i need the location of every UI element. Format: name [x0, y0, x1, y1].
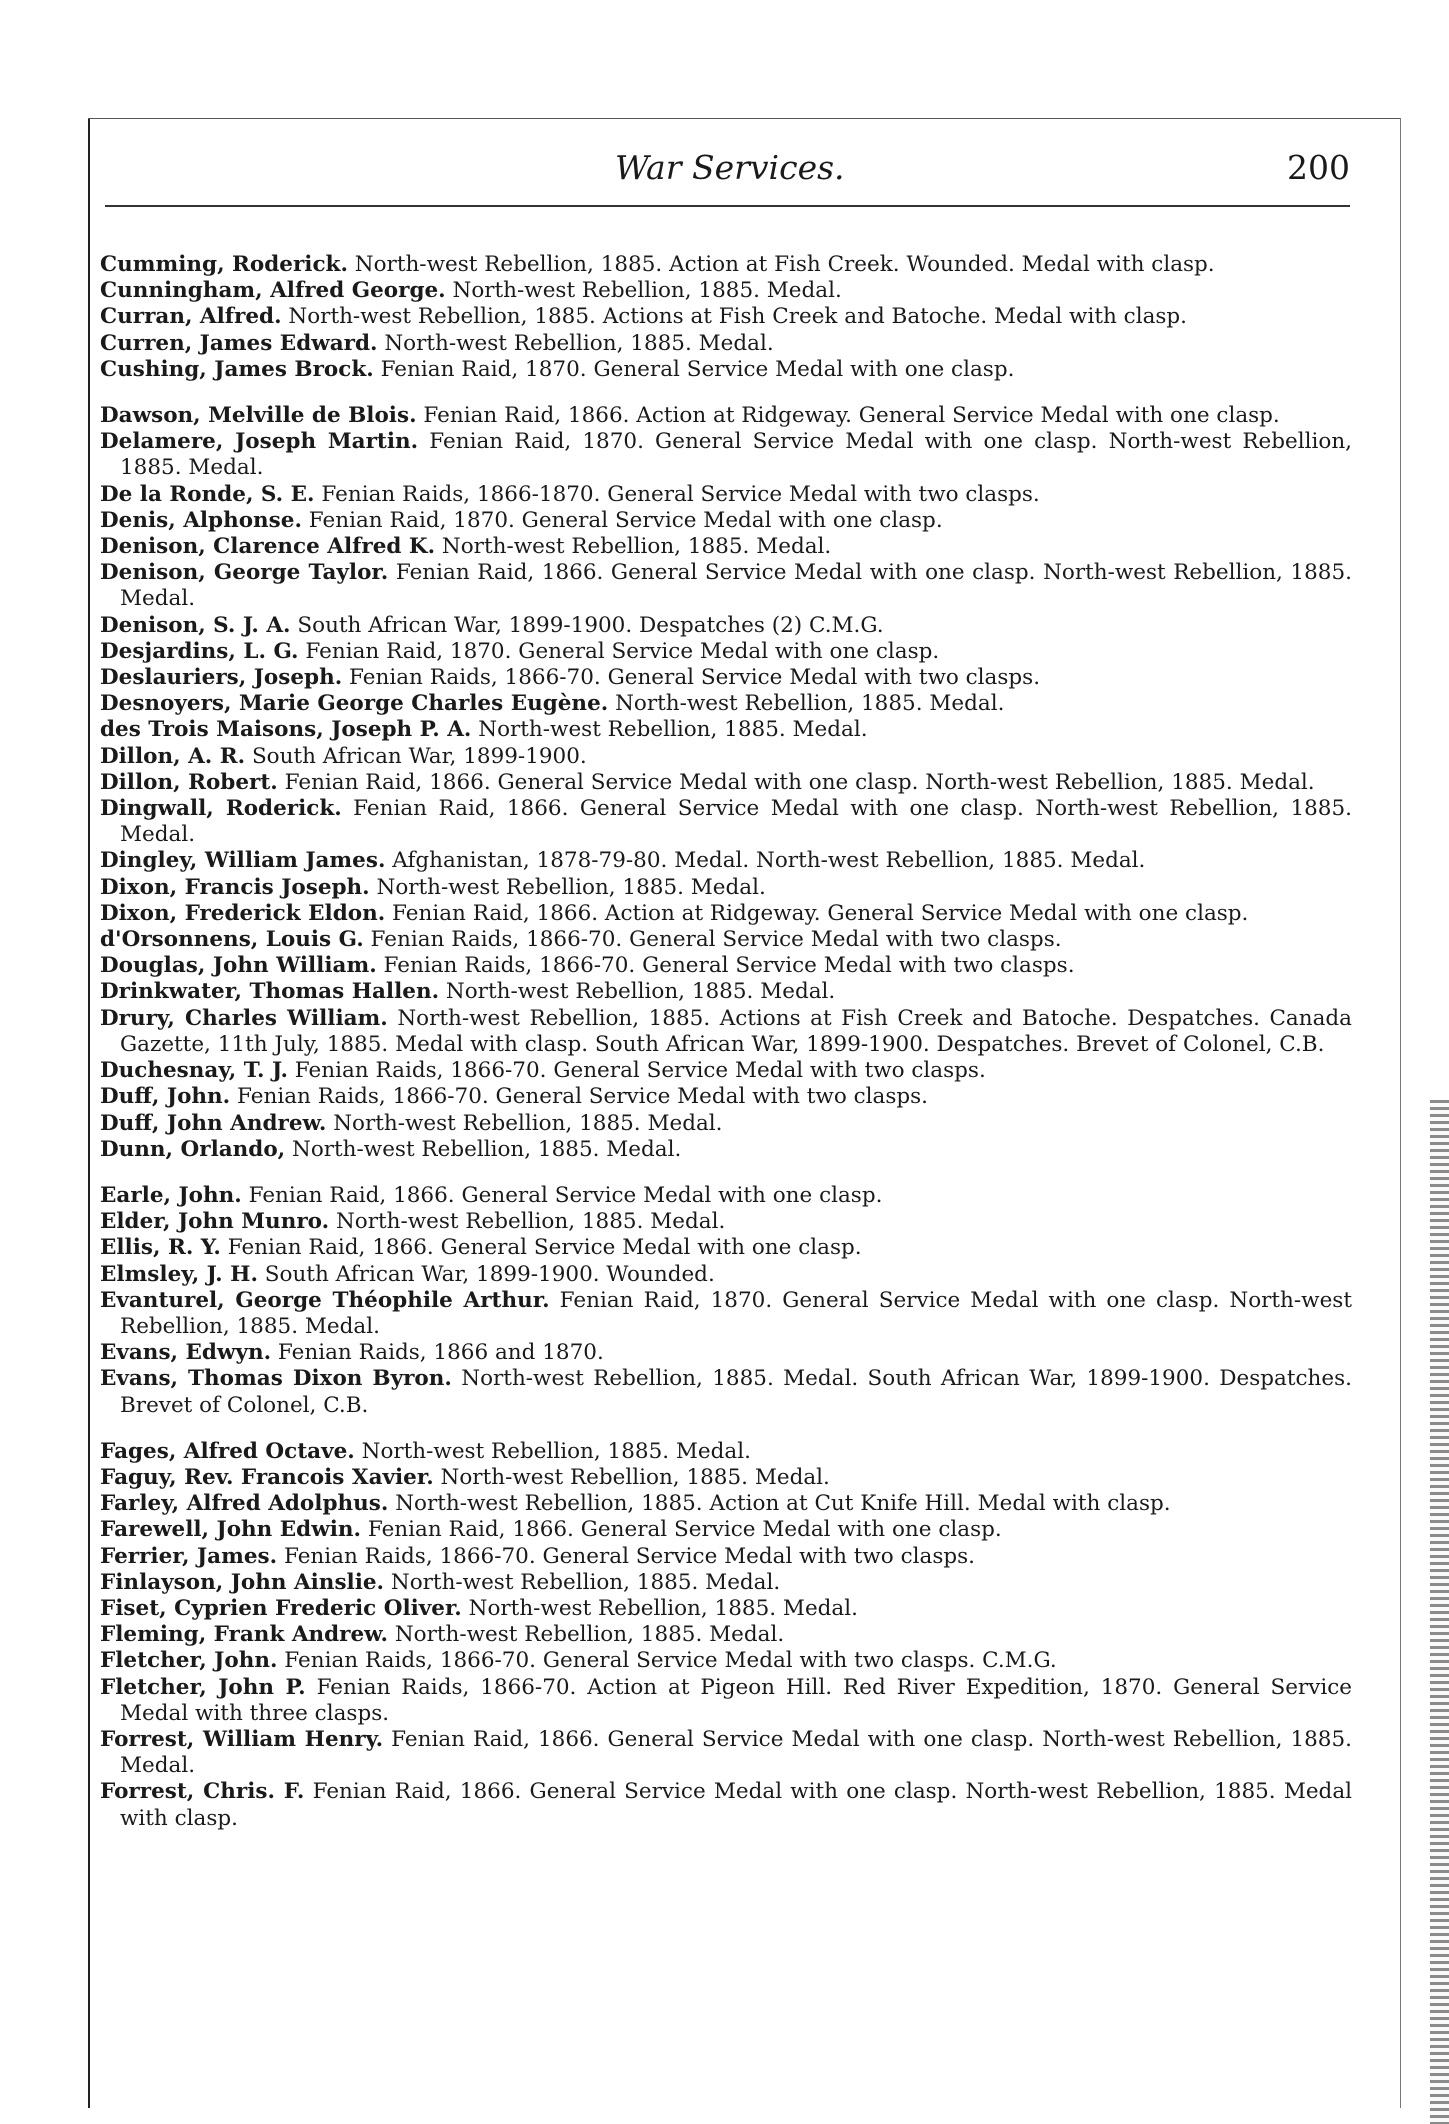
service-entry — [100, 1058, 1352, 1084]
entry-name: Duchesnay, T. J. — [100, 1058, 288, 1084]
entry-services: Fenian Raids, 1866-1870. General Service Medal with two clasps. — [321, 481, 1040, 507]
entry-services: North-west Rebellion, 1885. Actions at Fish Creek and Batoche. Medal with clasp. — [288, 304, 1188, 330]
entry-services: South African War, 1899-1900. — [251, 743, 587, 769]
entry-name: Elder, John Munro. — [100, 1209, 330, 1235]
entry-services: North-west Rebellion, 1885. Medal. — [440, 1464, 830, 1490]
letter-group — [100, 1183, 1352, 1419]
entry-services: Fenian Raids, 1866-70. General Service Medal with two clasps. — [283, 1543, 975, 1569]
page-header — [100, 148, 1350, 192]
scan-edge-artifact — [1430, 1100, 1449, 2124]
entry-name: Ellis, R. Y. — [100, 1235, 221, 1261]
service-entry — [100, 304, 1352, 330]
entry-name: Evanturel, George Théophile Arthur. — [100, 1287, 550, 1313]
entry-name: Cunningham, Alfred George. — [100, 278, 446, 304]
entry-name: Curran, Alfred. — [100, 304, 282, 330]
service-entry — [100, 1340, 1352, 1366]
service-entry — [100, 278, 1352, 304]
entry-name: Dingley, William James. — [100, 848, 386, 874]
service-entry — [100, 1006, 1352, 1058]
service-entry — [100, 665, 1352, 691]
entry-name: Delamere, Joseph Martin. — [100, 429, 419, 455]
entry-services: Fenian Raid, 1866. General Service Medal with one clasp. — [227, 1235, 862, 1261]
service-entry — [100, 357, 1352, 383]
entry-services: North-west Rebellion, 1885. Medal. — [384, 330, 774, 356]
entry-services: North-west Rebellion, 1885. Medal. — [394, 1622, 785, 1648]
entry-name: De la Ronde, S. E. — [100, 481, 315, 507]
service-entry — [100, 770, 1352, 796]
service-entry — [100, 744, 1352, 770]
service-entry — [100, 1183, 1352, 1209]
entry-services: North-west Rebellion, 1885. Medal. — [390, 1569, 781, 1595]
entry-name: Evans, Edwyn. — [100, 1340, 272, 1366]
entry-services: North-west Rebellion, 1885. Medal. — [452, 278, 842, 304]
service-entry — [100, 534, 1352, 560]
service-entry — [100, 1111, 1352, 1137]
service-entry — [100, 1570, 1352, 1596]
entry-name: Dunn, Orlando, — [100, 1136, 286, 1162]
entry-name: Forrest, Chris. F. — [100, 1779, 305, 1805]
service-entry — [100, 1675, 1352, 1727]
entry-services: Fenian Raids, 1866-70. General Service Medal with two clasps. C.M.G. — [284, 1648, 1057, 1674]
entry-name: Denison, S. J. A. — [100, 612, 291, 638]
header-rule — [105, 205, 1350, 207]
service-entry — [100, 1288, 1352, 1340]
entry-services: Fenian Raid, 1866. General Service Medal with one clasp. North-west Rebellion, 1885. Medal. — [120, 1726, 1352, 1779]
entry-services: Fenian Raids, 1866-70. General Service Medal with two clasps. — [383, 953, 1075, 979]
entry-name: Dillon, A. R. — [100, 743, 246, 769]
service-entry — [100, 429, 1352, 481]
service-entry — [100, 252, 1352, 278]
entry-name: Desjardins, L. G. — [100, 638, 299, 664]
entry-services: Fenian Raid, 1870. General Service Medal with one clasp. — [308, 507, 943, 533]
entry-services: Fenian Raids, 1866 and 1870. — [277, 1340, 604, 1366]
entry-name: Curren, James Edward. — [100, 330, 378, 356]
service-entry — [100, 613, 1352, 639]
entry-services: North-west Rebellion, 1885. Medal. — [361, 1438, 751, 1464]
service-entry — [100, 691, 1352, 717]
service-entry — [100, 875, 1352, 901]
entry-services: Fenian Raid, 1870. General Service Medal with one clasp. — [305, 638, 940, 664]
entry-name: Fages, Alfred Octave. — [100, 1438, 355, 1464]
entry-name: Denison, Clarence Alfred K. — [100, 534, 436, 560]
entry-services: Fenian Raid, 1866. General Service Medal with one clasp. North-west Rebellion, 1885. Medal. — [284, 769, 1315, 795]
entry-services: Fenian Raid, 1866. Action at Ridgeway. General Service Medal with one clasp. — [392, 900, 1249, 926]
entry-name: Finlayson, John Ainslie. — [100, 1569, 385, 1595]
entries-list — [100, 252, 1352, 1852]
entry-name: Evans, Thomas Dixon Byron. — [100, 1366, 452, 1392]
entry-services: Fenian Raid, 1870. General Service Medal with one clasp. North-west Rebellion, 1885. Medal. — [120, 1287, 1352, 1339]
entry-name: Dawson, Melville de Blois. — [100, 403, 417, 429]
service-entry — [100, 953, 1352, 979]
entry-services: North-west Rebellion, 1885. Medal. — [335, 1209, 726, 1235]
entry-name: Cumming, Roderick. — [100, 252, 348, 277]
service-entry — [100, 331, 1352, 357]
service-entry — [100, 639, 1352, 665]
service-entry — [100, 1235, 1352, 1261]
service-entry — [100, 1084, 1352, 1110]
entry-name: Deslauriers, Joseph. — [100, 665, 343, 691]
letter-group — [100, 403, 1352, 1163]
page-title: War Services. — [615, 148, 845, 187]
entry-name: Drinkwater, Thomas Hallen. — [100, 979, 440, 1005]
service-entry — [100, 1262, 1352, 1288]
entry-services: Fenian Raid, 1866. Action at Ridgeway. General Service Medal with one clasp. — [423, 403, 1280, 429]
entry-name: Dillon, Robert. — [100, 769, 278, 795]
entry-services: Fenian Raid, 1870. General Service Medal with one clasp. North-west Rebellion, 1885. Medal. — [120, 429, 1352, 481]
entry-services: North-west Rebellion, 1885. Medal. — [478, 717, 868, 743]
entry-services: North-west Rebellion, 1885. Medal. — [445, 979, 836, 1005]
service-entry — [100, 403, 1352, 429]
entry-services: Fenian Raid, 1870. General Service Medal with one clasp. — [380, 356, 1015, 382]
entry-name: d'Orsonnens, Louis G. — [100, 927, 364, 953]
service-entry — [100, 1517, 1352, 1543]
service-entry — [100, 1779, 1352, 1831]
entry-services: North-west Rebellion, 1885. Medal. — [468, 1595, 858, 1621]
entry-services: Fenian Raid, 1866. General Service Medal with one clasp. — [248, 1182, 883, 1208]
entry-name: Duff, John. — [100, 1084, 231, 1110]
entry-services: Afghanistan, 1878-79-80. Medal. North-west Rebellion, 1885. Medal. — [392, 848, 1146, 874]
entry-name: Fletcher, John. — [100, 1648, 278, 1674]
entry-services: North-west Rebellion, 1885. Actions at Fish Creek and Batoche. Despatches. Canada Gazette, 11th July, 1885. Medal with clasp. South African War, 1899-1900. Despatches. Brevet of Colonel, C.B. — [120, 1005, 1352, 1057]
entry-name: Forrest, William Henry. — [100, 1726, 384, 1752]
service-entry — [100, 1137, 1352, 1163]
service-entry — [100, 1465, 1352, 1491]
service-entry — [100, 1596, 1352, 1622]
letter-group — [100, 1439, 1352, 1832]
service-entry — [100, 508, 1352, 534]
entry-name: Desnoyers, Marie George Charles Eugène. — [100, 691, 609, 717]
entry-services: Fenian Raid, 1866. General Service Medal with one clasp. North-west Rebellion, 1885. Medal. — [120, 796, 1352, 848]
entry-name: Denison, George Taylor. — [100, 560, 389, 586]
entry-name: Drury, Charles William. — [100, 1005, 388, 1031]
entry-services: North-west Rebellion, 1885. Medal. — [615, 691, 1005, 717]
entry-services: North-west Rebellion, 1885. Medal. — [292, 1136, 682, 1162]
service-entry — [100, 979, 1352, 1005]
entry-name: Dixon, Francis Joseph. — [100, 874, 370, 900]
entry-name: des Trois Maisons, Joseph P. A. — [100, 717, 472, 743]
service-entry — [100, 796, 1352, 848]
entry-name: Farewell, John Edwin. — [100, 1517, 361, 1543]
service-entry — [100, 1727, 1352, 1779]
entry-services: Fenian Raid, 1866. General Service Medal with one clasp. North-west Rebellion, 1885. Medal with clasp. — [120, 1779, 1353, 1831]
entry-services: Fenian Raids, 1866-70. General Service Medal with two clasps. — [237, 1084, 929, 1110]
entry-services: South African War, 1899-1900. Wounded. — [264, 1261, 715, 1287]
service-entry — [100, 1439, 1352, 1465]
service-entry — [100, 901, 1352, 927]
service-entry — [100, 1491, 1352, 1517]
entry-name: Fleming, Frank Andrew. — [100, 1622, 389, 1648]
page-frame-top-rule — [88, 118, 1400, 119]
page-frame-left-rule — [88, 118, 90, 2108]
service-entry — [100, 927, 1352, 953]
entry-services: North-west Rebellion, 1885. Medal. — [333, 1110, 723, 1136]
service-entry — [100, 848, 1352, 874]
letter-group — [100, 252, 1352, 383]
service-entry — [100, 482, 1352, 508]
entry-name: Farley, Alfred Adolphus. — [100, 1491, 389, 1517]
entry-services: Fenian Raids, 1866-70. General Service Medal with two clasps. — [370, 927, 1062, 953]
page-frame-right-rule — [1400, 118, 1401, 2108]
service-entry — [100, 1544, 1352, 1570]
entry-services: North-west Rebellion, 1885. Action at Fish Creek. Wounded. Medal with clasp. — [354, 252, 1215, 277]
entry-name: Dingwall, Roderick. — [100, 796, 342, 822]
entry-services: Fenian Raid, 1866. General Service Medal with one clasp. — [367, 1517, 1002, 1543]
entry-name: Faguy, Rev. Francois Xavier. — [100, 1464, 434, 1490]
service-entry — [100, 717, 1352, 743]
entry-services: North-west Rebellion, 1885. Medal. — [441, 534, 832, 560]
entry-name: Duff, John Andrew. — [100, 1110, 327, 1136]
entry-services: North-west Rebellion, 1885. Medal. South African War, 1899-1900. Despatches. Brevet of Colonel, C.B. — [120, 1366, 1352, 1418]
entry-services: North-west Rebellion, 1885. Action at Cut Knife Hill. Medal with clasp. — [395, 1491, 1171, 1517]
service-entry — [100, 1209, 1352, 1235]
entry-name: Elmsley, J. H. — [100, 1261, 258, 1287]
service-entry — [100, 1622, 1352, 1648]
entry-name: Fiset, Cyprien Frederic Oliver. — [100, 1595, 462, 1621]
entry-name: Dixon, Frederick Eldon. — [100, 900, 386, 926]
entry-services: Fenian Raids, 1866-70. Action at Pigeon Hill. Red River Expedition, 1870. General Service Medal with three clasps. — [120, 1674, 1352, 1726]
entry-name: Fletcher, John P. — [100, 1674, 306, 1700]
entry-services: Fenian Raids, 1866-70. General Service Medal with two clasps. — [294, 1058, 986, 1084]
entry-name: Denis, Alphonse. — [100, 507, 302, 533]
entry-name: Cushing, James Brock. — [100, 356, 374, 382]
service-entry — [100, 1648, 1352, 1674]
service-entry — [100, 1366, 1352, 1418]
entry-services: South African War, 1899-1900. Despatches (2) C.M.G. — [297, 612, 884, 638]
entry-services: Fenian Raids, 1866-70. General Service Medal with two clasps. — [349, 665, 1041, 691]
entry-services: North-west Rebellion, 1885. Medal. — [376, 874, 766, 900]
entry-name: Ferrier, James. — [100, 1543, 278, 1569]
entry-name: Earle, John. — [100, 1182, 242, 1208]
entry-services: Fenian Raid, 1866. General Service Medal with one clasp. North-west Rebellion, 1885. Medal. — [120, 560, 1352, 612]
service-entry — [100, 560, 1352, 612]
entry-name: Douglas, John William. — [100, 953, 377, 979]
page-number: 200 — [1287, 148, 1350, 187]
